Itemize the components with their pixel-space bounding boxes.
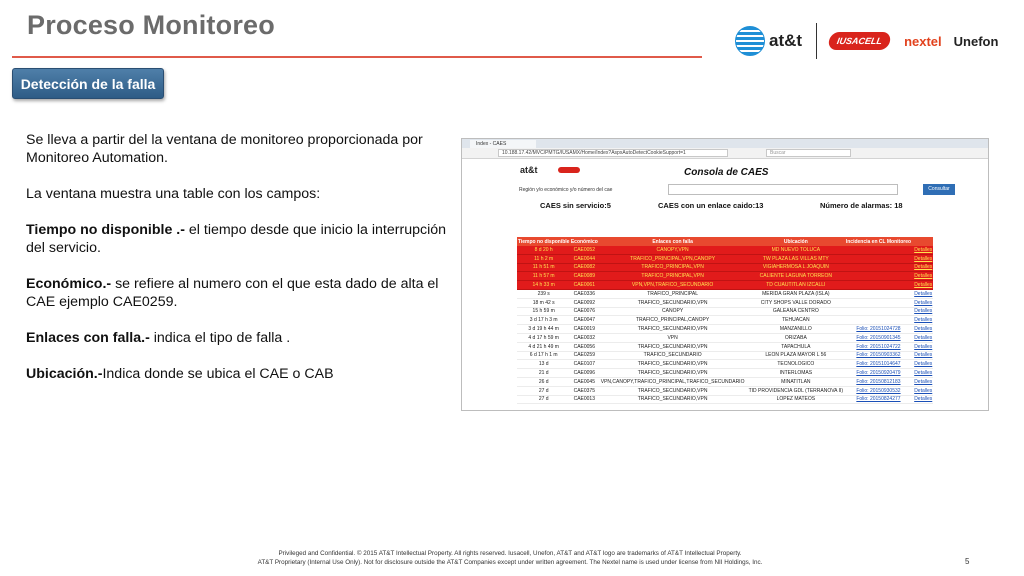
- cell-enlaces: VPN,VPN,TRAFICO_SECUNDARIO: [598, 281, 747, 290]
- cell-enlaces: CANOPY,VPN: [598, 246, 747, 254]
- cell-ubicacion: TID PROVIDENCIA GDL (TERRANOVA II): [748, 387, 844, 394]
- cell-enlaces: TRAFICO_SECUNDARIO,VPN: [598, 298, 747, 307]
- cell-incidencia[interactable]: Folio: 20151014647: [845, 360, 912, 369]
- cell-incidencia[interactable]: Folio: 20150824277: [845, 395, 912, 404]
- cell-economico: CAE0336: [570, 289, 598, 298]
- cell-tiempo: 11 h 57 m: [517, 272, 570, 281]
- field-term: Enlaces con falla.-: [26, 330, 150, 346]
- url-field[interactable]: 10.188.17.42/MVC/PMTG/IUSAMX/Home/Index?AspxAutoDetectCookieSupport=1: [498, 149, 728, 157]
- cell-ubicacion: TW PLAZA LAS VILLAS MTY: [747, 254, 845, 263]
- cell-economico: CAE0044: [570, 254, 598, 263]
- cell-tiempo: 239 s: [517, 289, 570, 298]
- cell-ubicacion: ORIZABA: [747, 333, 845, 342]
- cell-enlaces: TRAFICO_SECUNDARIO,VPN: [598, 386, 747, 395]
- cell-tiempo: 21 d: [517, 369, 570, 378]
- column-header: Tiempo no disponible: [517, 238, 570, 245]
- cell-incidencia[interactable]: Folio: 20150903362: [845, 351, 912, 360]
- table-row: [517, 289, 933, 298]
- field-enlaces: [26, 329, 446, 347]
- cell-economico: CAE0013: [570, 395, 598, 404]
- cell-economico: CAE0096: [570, 369, 598, 378]
- field-economico: [26, 275, 446, 311]
- logo-divider: [816, 23, 817, 59]
- cell-incidencia[interactable]: Folio: 20150930532: [845, 386, 912, 395]
- detalles-link[interactable]: Detalles: [914, 396, 933, 403]
- detalles-link[interactable]: Detalles: [914, 282, 933, 289]
- att-globe-icon: [735, 26, 765, 56]
- cell-ubicacion: LOPEZ MATEOS: [747, 395, 845, 404]
- cell-tiempo: 6 d 17 h 1 m: [517, 351, 570, 360]
- cell-incidencia: [845, 263, 912, 272]
- table-row: [517, 395, 933, 404]
- cell-enlaces: TRAFICO_PRINCIPAL,CANOPY: [598, 316, 747, 325]
- cell-economico: CAE0092: [570, 298, 598, 307]
- cell-tiempo: 3 d 17 h 3 m: [517, 316, 570, 325]
- cell-economico: CAE0019: [570, 325, 598, 334]
- cell-economico: CAE0061: [570, 281, 598, 290]
- field-term: Tiempo no disponible .-: [26, 222, 185, 238]
- table-body: [517, 246, 933, 404]
- brand-logos: [735, 20, 998, 62]
- footer-line-1: Privileged and Confidential. © 2015 AT&T Intellectual Property. All rights reserved. Iusacell, Unefon, AT&T and AT&T logo are trademarks of AT&T Intellectual Property.: [278, 550, 742, 557]
- table-row: [517, 325, 933, 334]
- cell-tiempo: 3 d 19 h 44 m: [517, 325, 570, 334]
- column-header: Ubicación: [747, 237, 845, 246]
- iusacell-logo: IUSACELL: [827, 32, 891, 50]
- slide-title: Proceso Monitoreo: [27, 10, 275, 40]
- cell-economico: CAE0052: [570, 246, 598, 254]
- console-stats: [462, 197, 988, 213]
- unefon-logo: Unefon: [953, 33, 999, 49]
- cell-ubicacion: CITY SHOPS VALLE DORADO: [747, 298, 845, 307]
- cell-incidencia: [845, 298, 912, 307]
- detalles-link[interactable]: Detalles: [914, 361, 933, 368]
- cell-economico: CAE0089: [570, 272, 598, 281]
- cell-incidencia[interactable]: Folio: 20150920479: [845, 369, 912, 378]
- field-desc: indica el tipo de falla .: [149, 330, 291, 346]
- slide-body: [26, 131, 446, 401]
- detalles-link[interactable]: Detalles: [914, 326, 933, 333]
- table-row: [517, 369, 933, 378]
- table-row: [517, 351, 933, 360]
- att-logo: at&t: [769, 31, 803, 50]
- detalles-link[interactable]: Detalles: [914, 264, 933, 271]
- cell-ubicacion: LEON PLAZA MAYOR L 56: [747, 351, 845, 360]
- cell-tiempo: 4 d 21 h 49 m: [517, 342, 570, 351]
- detalles-link[interactable]: Detalles: [914, 299, 933, 306]
- field-desc: el tiempo desde que inicio la interrupción del servicio.: [26, 222, 447, 256]
- cell-enlaces: TRAFICO_PRINCIPAL: [598, 289, 747, 298]
- stat-alarmas: Número de alarmas: 18: [820, 201, 903, 210]
- table-row: [517, 263, 933, 272]
- field-tiempo: [26, 221, 446, 257]
- cell-tiempo: 27 d: [517, 386, 570, 395]
- detalles-link[interactable]: Detalles: [914, 334, 933, 341]
- cell-enlaces: TRAFICO_PRINCIPAL,VPN,CANOPY: [598, 254, 747, 263]
- detalles-link[interactable]: Detalles: [914, 317, 933, 324]
- cell-tiempo: 11 h 2 m: [517, 254, 570, 263]
- console-header: [462, 159, 988, 184]
- column-header: [912, 237, 933, 246]
- cell-enlaces: TRAFICO_SECUNDARIO,VPN: [598, 342, 747, 351]
- cell-ubicacion: MANZANILLO: [747, 325, 845, 334]
- consultar-button[interactable]: Consultar: [923, 184, 955, 195]
- cell-tiempo: 4 d 17 h 59 m: [517, 333, 570, 342]
- nextel-logo: nextel: [904, 33, 942, 49]
- table-row: [517, 316, 933, 325]
- intro-paragraph: Se lleva a partir del la ventana de monitoreo proporcionada por Monitoreo Automation.: [26, 132, 423, 166]
- table-row: [517, 307, 933, 316]
- field-ubicacion: [26, 365, 446, 383]
- cell-incidencia: [845, 289, 912, 298]
- cell-incidencia[interactable]: Folio: 20150812183: [845, 377, 912, 386]
- console-search-input[interactable]: [668, 184, 898, 195]
- detalles-link[interactable]: Detalles: [914, 387, 933, 394]
- cell-enlaces: CANOPY: [598, 307, 747, 316]
- cell-ubicacion: INTERLOMAS: [747, 369, 845, 378]
- console-title: Consola de CAES: [684, 167, 769, 178]
- cell-enlaces: VPN,CANOPY,TRAFICO_PRINCIPAL,TRAFICO_SECUNDARIO: [598, 377, 747, 386]
- table-row: [517, 272, 933, 281]
- detalles-link[interactable]: Detalles: [914, 273, 933, 280]
- detalles-link[interactable]: Detalles: [914, 343, 933, 350]
- cell-economico: CAE0032: [570, 333, 598, 342]
- cell-ubicacion: MD NUEVO TOLUCA: [747, 246, 845, 254]
- monitoring-console-screenshot: [461, 138, 989, 411]
- cell-tiempo: 13 d: [517, 360, 570, 369]
- cell-ubicacion: CALIENTE LAGUNA TORREON: [747, 272, 845, 281]
- detalles-link[interactable]: Detalles: [914, 308, 933, 315]
- table-header-row: [517, 237, 933, 246]
- cell-economico: CAE0045: [570, 377, 598, 386]
- cell-economico: CAE0259: [570, 351, 598, 360]
- console-iusacell-logo: [558, 167, 580, 173]
- table-row: [517, 333, 933, 342]
- table-row: [517, 377, 933, 386]
- console-search-label: Región y/o económico y/o número del cae: [519, 187, 613, 193]
- cell-enlaces: TRAFICO_SECUNDARIO,VPN: [598, 360, 747, 369]
- table-row: [517, 386, 933, 395]
- stat-enlace-caido: CAES con un enlace caido:13: [658, 201, 764, 210]
- section-button-deteccion[interactable]: Detección de la falla: [12, 68, 164, 99]
- cell-ubicacion: VIGIAHERMOSA L JOAQUIN: [747, 263, 845, 272]
- detalles-link[interactable]: Detalles: [914, 255, 933, 262]
- fields-intro: La ventana muestra una table con los campos:: [26, 186, 321, 202]
- cell-economico: CAE0047: [570, 316, 598, 325]
- cell-tiempo: 26 d: [517, 377, 570, 386]
- cell-enlaces: VPN: [598, 333, 747, 342]
- cell-tiempo: 18 m 42 s: [517, 298, 570, 307]
- cell-enlaces: TRAFICO_SECUNDARIO: [598, 351, 747, 360]
- cell-enlaces: TRAFICO_SECUNDARIO,VPN: [598, 395, 747, 404]
- table-row: [517, 246, 933, 254]
- field-term: Ubicación.-: [26, 366, 103, 382]
- browser-tab[interactable]: Index - CAES: [470, 140, 536, 148]
- table-row: [517, 298, 933, 307]
- table-row: [517, 360, 933, 369]
- cell-ubicacion: GALEANA CENTRO: [747, 307, 845, 316]
- cell-economico: CAE0375: [570, 386, 598, 395]
- detalles-link[interactable]: Detalles: [914, 246, 933, 253]
- cell-enlaces: TRAFICO_SECUNDARIO,VPN: [598, 325, 747, 334]
- column-header: Enlaces con falla: [598, 237, 747, 246]
- cell-incidencia: [845, 254, 912, 263]
- cell-incidencia[interactable]: Folio: 20151024722: [845, 342, 912, 351]
- footer-legal: [190, 549, 830, 567]
- cell-ubicacion: TD CUAUTITLAN IZCALLI: [747, 281, 845, 290]
- console-att-logo: at&t: [520, 165, 538, 175]
- cell-incidencia[interactable]: Folio: 20151024728: [845, 325, 912, 334]
- cell-tiempo: 15 h 59 m: [517, 307, 570, 316]
- browser-address-bar: [462, 148, 988, 159]
- column-header: Incidencia en CL Monitoreo: [845, 238, 912, 245]
- cell-economico: CAE0107: [570, 360, 598, 369]
- cell-tiempo: 14 h 33 m: [517, 281, 570, 290]
- page-number: 5: [965, 557, 970, 566]
- browser-search-field[interactable]: Buscar: [766, 149, 851, 157]
- detalles-link[interactable]: Detalles: [914, 378, 933, 385]
- cell-ubicacion: TECNOLOGICO: [747, 360, 845, 369]
- field-term: Económico.-: [26, 276, 112, 292]
- cell-incidencia: [845, 307, 912, 316]
- detalles-link[interactable]: Detalles: [914, 370, 933, 377]
- cell-ubicacion: TEHUACAN: [747, 316, 845, 325]
- cell-ubicacion: MERIDA GRAN PLAZA (ISLA): [747, 289, 845, 298]
- cell-tiempo: 27 d: [517, 395, 570, 404]
- column-header: Económico: [570, 238, 598, 245]
- detalles-link[interactable]: Detalles: [914, 290, 933, 297]
- stat-sin-servicio: CAES sin servicio:5: [540, 201, 611, 210]
- cell-enlaces: TRAFICO_SECUNDARIO,VPN: [598, 369, 747, 378]
- cell-ubicacion: TAPACHULA: [747, 342, 845, 351]
- cell-tiempo: 11 h 51 m: [517, 263, 570, 272]
- table-row: [517, 254, 933, 263]
- field-desc: se refiere al numero con el que esta dado de alta el CAE ejemplo CAE0259.: [26, 276, 439, 310]
- cell-incidencia: [845, 246, 912, 254]
- cell-enlaces: TRAFICO_PRINCIPAL,VPN: [598, 272, 747, 281]
- browser-tabbar: [462, 139, 988, 148]
- title-divider: [12, 56, 702, 58]
- footer-line-2: AT&T Proprietary (Internal Use Only). Not for disclosure outside the AT&T Companies except under written agreement. The Nextel name is used under license from NII Holdings, Inc.: [257, 559, 763, 566]
- cell-economico: CAE0076: [570, 307, 598, 316]
- detalles-link[interactable]: Detalles: [914, 352, 933, 359]
- cell-incidencia[interactable]: Folio: 20150901345: [845, 333, 912, 342]
- cell-economico: CAE0056: [570, 342, 598, 351]
- caes-table: [517, 237, 933, 404]
- cell-tiempo: 8 d 20 h: [517, 246, 570, 254]
- cell-economico: CAE0082: [570, 263, 598, 272]
- table-row: [517, 281, 933, 290]
- cell-incidencia: [845, 272, 912, 281]
- cell-ubicacion: MINATITLAN: [747, 377, 845, 386]
- cell-enlaces: TRAFICO_PRINCIPAL,VPN: [598, 263, 747, 272]
- cell-incidencia: [845, 281, 912, 290]
- cell-incidencia: [845, 316, 912, 325]
- console-search-row: [462, 184, 988, 197]
- table-row: [517, 342, 933, 351]
- field-desc: Indica donde se ubica el CAE o CAB: [102, 366, 334, 382]
